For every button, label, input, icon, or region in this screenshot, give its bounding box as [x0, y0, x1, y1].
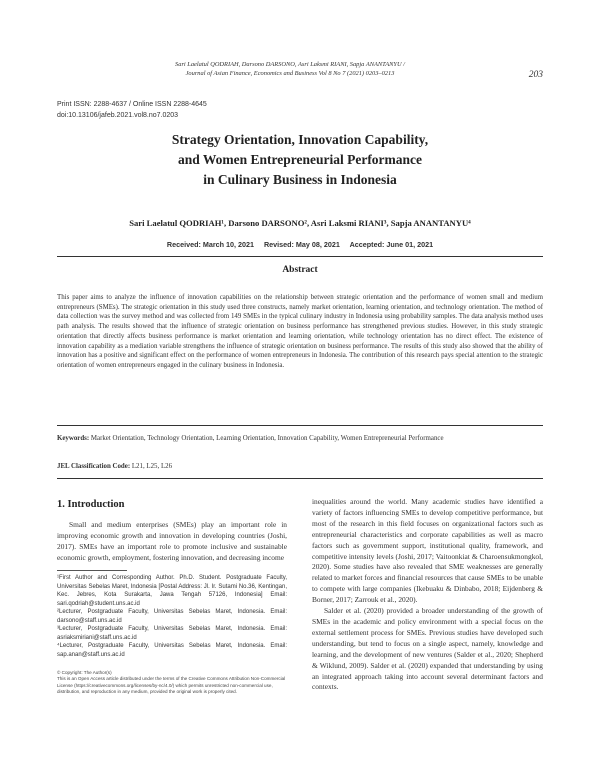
intro-paragraph-1: Small and medium enterprises (SMEs) play an important role in improving economic growth and innovation in developing countries (Joshi, 2017). SMEs have an important role to promote inclusive and sustainable economic growth, employment, fostering innovation, and decreasing income	[57, 520, 287, 562]
intro-paragraph-continued: inequalities around the world. Many academic studies have identified a variety of factors influencing SMEs to develop competitive performance, but most of the research in this field focuses on organizational factors such as entrepreneurial characteristics and corporate capabilities as well as macro factors such as government support, institutional quality, framework, and competitive intensity levels (Joshi, 2017; Vaitoonkiat & Charoensukmongkol, 2020). Some studies have also revealed that SME weaknesses are generally related to market forces and financial resources that cause SMEs to be unable to compete with large companies (Ikebuaku & Dinbabo, 2018; Eijdenberg & Borner, 2017; Zarrouk et al., 2020).	[312, 497, 543, 605]
author-list: Sari Laelatul QODRIAH¹, Darsono DARSONO², Asri Laksmi RIANI³, Sapja ANANTANYU⁴	[129, 218, 471, 228]
running-head-authors: Sari Laelatul QODRIAH, Darsono DARSONO, Asri Laksmi RIANI, Sapja ANANTANYU /	[175, 61, 405, 68]
keywords	[57, 435, 543, 442]
title-line-1: Strategy Orientation, Innovation Capability,	[171, 132, 429, 147]
running-head	[140, 60, 440, 78]
doi-line[interactable]: doi:10.13106/jafeb.2021.vol8.no7.0203	[57, 112, 179, 119]
footnote-4: ⁴Lecturer, Postgraduate Faculty, Universitas Sebelas Maret, Indonesia. Email: sap.anan@staff.uns.ac.id	[57, 643, 287, 658]
left-column	[57, 520, 287, 564]
keywords-text: Market Orientation, Technology Orientation, Learning Orientation, Innovation Capability, Women Entrepreneurial Performance	[89, 435, 444, 442]
footnote-3: ³Lecturer, Postgraduate Faculty, Universitas Sebelas Maret, Indonesia. Email: asriaksmiriani@staff.uns.ac.id	[57, 626, 287, 641]
submission-dates: Received: March 10, 2021 Revised: May 08, 2021 Accepted: June 01, 2021	[166, 240, 434, 249]
title-line-3: in Culinary Business in Indonesia	[203, 172, 397, 187]
footnote-2: ²Lecturer, Postgraduate Faculty, Universitas Sebelas Maret, Indonesia. Email: darsono@staff.uns.ac.id	[57, 609, 287, 624]
divider	[57, 256, 543, 257]
jel-label: JEL Classification Code:	[57, 463, 131, 470]
divider	[57, 425, 543, 426]
title-line-2: and Women Entrepreneurial Performance	[177, 152, 423, 167]
issn-line: Print ISSN: 2288-4637 / Online ISSN 2288-4645	[57, 101, 207, 108]
keywords-label: Keywords:	[57, 435, 90, 442]
copyright-line: © Copyright: The Author(s)	[57, 670, 112, 675]
abstract-text: This paper aims to analyze the influence of innovation capabilities on the relationship between strategic orientation and the performance of women small and medium entrepreneurs (SMEs). The strategic orientation in this study used three constructs, namely market orientation, learning orientation, and technology orientation. The method of data collection was the survey method and was collected from 149 SMEs in the typical culinary industry in Indonesia using probability samples. The data analysis method uses path analysis. The results showed that the influence of strategic orientation on business performance has strengthened previous studies. However, in this study strategic orientation that directly affects business performance is market orientation and learning orientation, while technology orientation has no direct effect. The existence of innovation capability as a mediation variable strengthens the influence of strategic orientation on business performance. The results of this study also showed that the ability of innovation has a positive and significant effect on the performance of women entrepreneurs in Indonesia. The contribution of this research pays special attention to the strategic orientation of women entrepreneurs engaged in the culinary business in Indonesia.	[57, 294, 543, 369]
issn-block	[57, 99, 207, 121]
section-heading-introduction: 1. Introduction	[57, 499, 125, 510]
footnotes	[57, 574, 287, 659]
divider	[57, 478, 543, 479]
jel-text: L21, L25, L26	[130, 463, 173, 470]
jel-classification	[57, 463, 543, 470]
license-text: This is an Open Access article distributed under the terms of the Creative Commons Attribution Non-Commercial License (https://creativecommons.org/licenses/by-nc/4.0/) which permits unrestricted non-commercial use, distribution, and reproduction in any medium, provided the original work is properly cited.	[57, 676, 286, 694]
paper-title	[60, 130, 540, 190]
footnote-divider	[57, 570, 127, 571]
right-column	[312, 497, 543, 693]
abstract-heading: Abstract	[282, 265, 318, 275]
intro-paragraph-2: Salder et al. (2020) provided a broader understanding of the growth of SMEs in the academic and policy environment with a special focus on the external settlement process for SMEs. Previous studies have developed such understanding, but tend to focus on a single aspect, namely, knowledge and learning, and the development of new ventures (Salder et al., 2020; Shepherd & Wiklund, 2009). Salder et al. (2020) expanded that understanding by using an integrated approach taking into account several determinant factors and contexts.	[312, 606, 543, 692]
copyright-notice	[57, 670, 287, 695]
page-number: 203	[528, 70, 543, 80]
footnote-1: ¹First Author and Corresponding Author. Ph.D. Student. Postgraduate Faculty, Universitas Sebelas Maret, Indonesia [Postal Address: Jl. Ir. Sutami No.36, Kentingan, Kec. Jebres, Kota Surakarta, Jawa Tengah 57126, Indonesia] Email: sari.qodriah@student.uns.ac.id	[57, 575, 287, 607]
running-head-journal: Journal of Asian Finance, Economics and Business Vol 8 No 7 (2021) 0203–0213	[185, 70, 395, 77]
